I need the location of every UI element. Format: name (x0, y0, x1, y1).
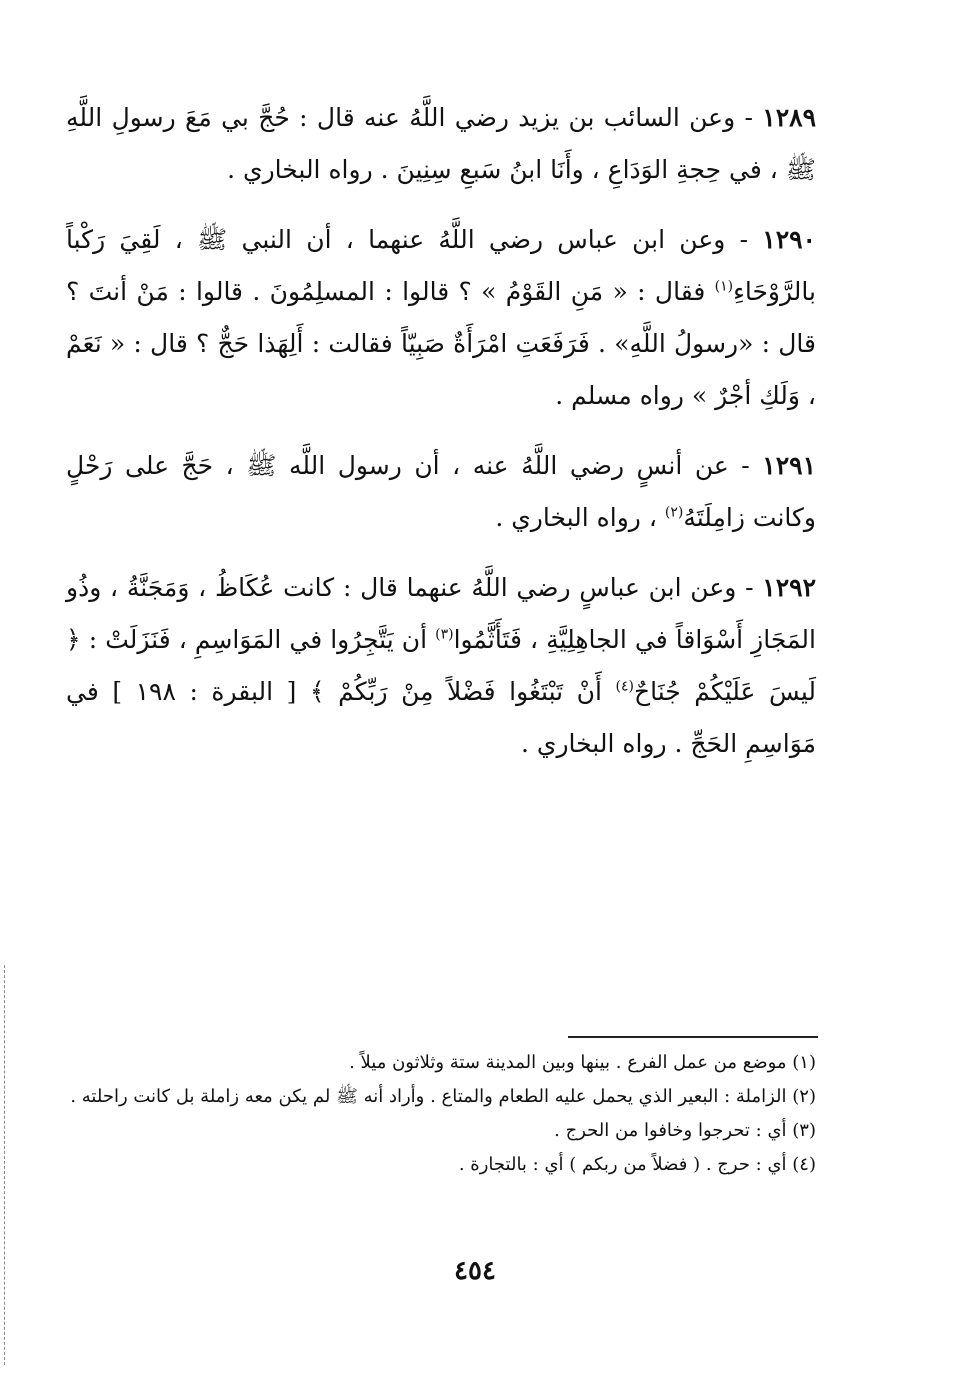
footnote-ref: (٣) (435, 626, 454, 643)
hadith-number: ١٢٩١ (762, 451, 816, 480)
hadith-text: - وعن السائب بن يزيد رضي اللَّهُ عنه قال : حُجَّ بي مَعَ رسولِ اللَّهِ ﷺ ، في حِجةِ الوَدَاعِ ، وأَنَا ابنُ سَبعِ سِنِينَ . رواه البخاري . (66, 103, 816, 184)
hadith-1291 (66, 440, 816, 544)
footnotes (66, 1048, 816, 1184)
footnote-ref: (١) (714, 278, 734, 295)
hadith-text: أَنْ تَبْتَغُوا فَضْلاً مِنْ رَبِّكُمْ ﴾ [ البقرة : ١٩٨ ] في مَوَاسِمِ الحَجِّ . رواه البخاري . (66, 677, 816, 758)
main-text (66, 92, 816, 788)
footnote-1: (١) موضع من عمل الفرع . بينها وبين المدينة ستة وثلاثون ميلاً . (349, 1052, 816, 1073)
footnote-3: (٣) أي : تحرجوا وخافوا من الحرج . (554, 1120, 816, 1141)
page-number: ٤٥٤ (454, 1256, 496, 1286)
footnote-ref: (٤) (615, 678, 634, 695)
hadith-1290 (66, 214, 816, 422)
hadith-1292 (66, 562, 816, 770)
footnote-ref: (٢) (664, 504, 684, 521)
hadith-text: - عن أنسٍ رضي اللَّهُ عنه ، أن رسول اللَّه ﷺ ، حَجَّ على رَحْلٍ وكانت زامِلَتَهُ (66, 451, 816, 532)
hadith-number: ١٢٩٢ (762, 573, 816, 602)
hadith-number: ١٢٨٩ (762, 103, 817, 132)
hadith-text: - وعن ابن عباس رضي اللَّهُ عنهما ، أن النبي ﷺ ، لَقِيَ رَكْباً بالرَّوْحَاءِ (66, 225, 816, 306)
scan-edge-line (4, 965, 5, 1365)
hadith-text: فقال : « مَنِ القَوْمُ » ؟ قالوا : المسلِمُونَ . قالوا : مَنْ أنتَ ؟ قال : «رسولُ اللَّهِ» . فَرَفَعَتِ امْرَأَةٌ صَبِيّاً فقالت : أَلِهَذا حَجٌّ ؟ قال : « نَعَمْ ، وَلَكِ أجْرٌ » رواه مسلم . (66, 277, 816, 410)
footnote-2: (٢) الزاملة : البعير الذي يحمل عليه الطعام والمتاع . وأراد أنه ﷺ لم يكن معه زاملة بل كانت راحلته . (70, 1086, 816, 1107)
hadith-number: ١٢٩٠ (762, 225, 816, 254)
footnote-4: (٤) أي : حرج . ( فضلاً من ربكم ) أي : بالتجارة . (458, 1154, 816, 1175)
footnote-divider (568, 1036, 818, 1038)
hadith-1289 (66, 92, 816, 196)
hadith-text: - وعن ابن عباسٍ رضي اللَّهُ عنهما قال : كانت عُكَاظُ ، وَمَجَنَّةُ ، وذُو المَجَازِ أَسْوَاقاً في الجاهِلِيَّةِ ، فَتَأَثَّمُوا (66, 573, 816, 654)
hadith-text: ، رواه البخاري . (495, 503, 665, 532)
hadith-text: أن يَتَّجِرُوا في المَوَاسِمِ ، فَنَزَلَتْ : ﴿ لَيسَ عَلَيْكُمْ جُنَاحٌ (66, 625, 816, 706)
